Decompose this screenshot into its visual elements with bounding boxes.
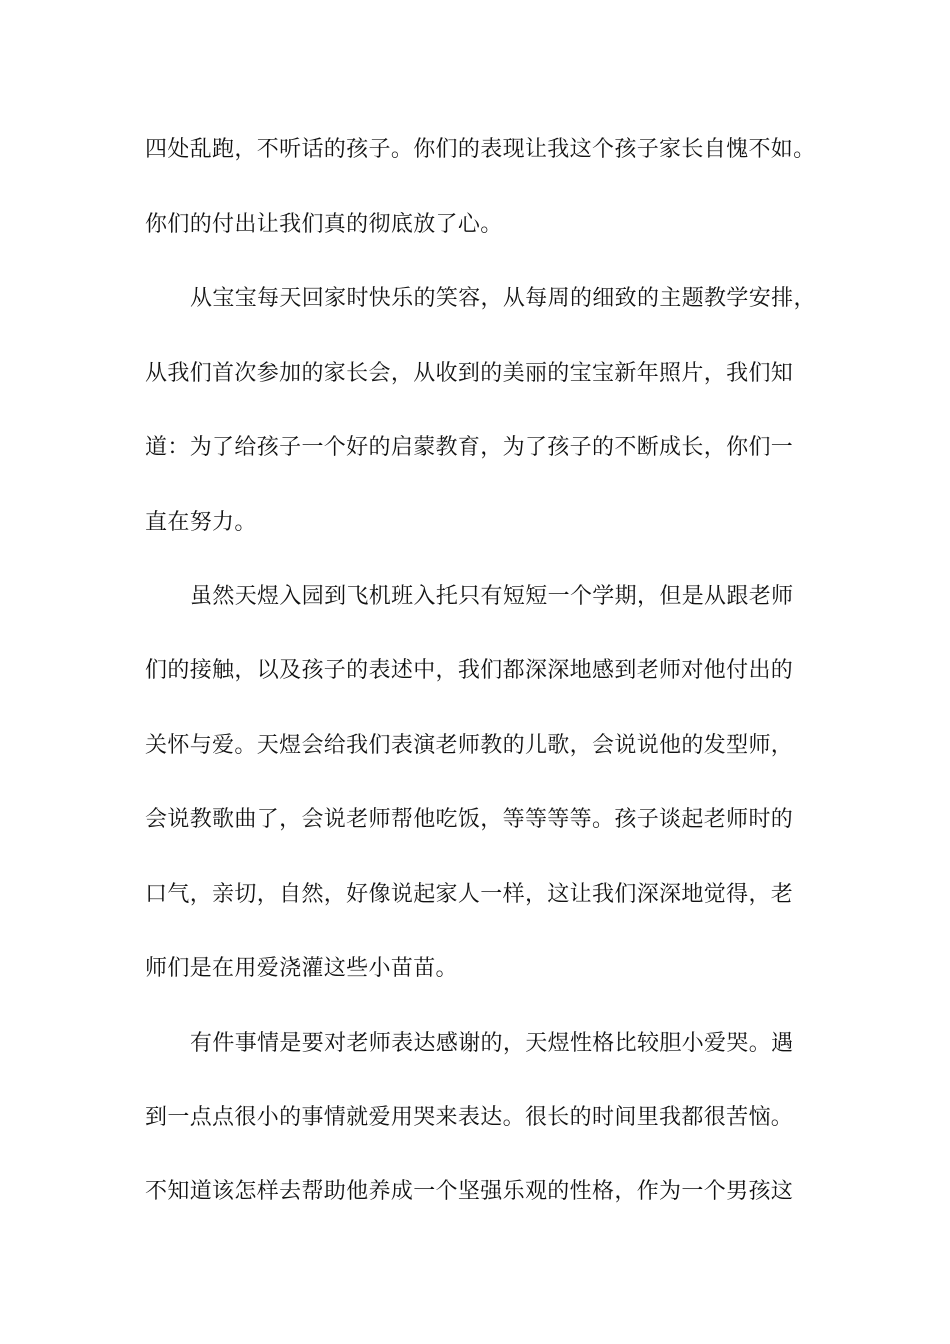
text-line: 们的接触，以及孩子的表述中，我们都深深地感到老师对他付出的 [145, 658, 794, 683]
text-line: 四处乱跑，不听话的孩子。你们的表现让我这个孩子家长自愧不如。 [145, 137, 816, 162]
text-line: 口气，亲切，自然，好像说起家人一样，这让我们深深地觉得，老 [145, 882, 794, 907]
text-line: 会说教歌曲了，会说老师帮他吃饭，等等等等。孩子谈起老师时的 [145, 807, 794, 832]
text-line: 道：为了给孩子一个好的启蒙教育，为了孩子的不断成长，你们一 [145, 435, 794, 460]
paragraph-start-line: 从宝宝每天回家时快乐的笑容，从每周的细致的主题教学安排， [190, 286, 816, 311]
paragraph-start-line: 虽然天煜入园到飞机班入托只有短短一个学期，但是从跟老师 [190, 584, 794, 609]
text-line: 直在努力。 [145, 510, 257, 535]
paragraph-start-line: 有件事情是要对老师表达感谢的，天煜性格比较胆小爱哭。遇 [190, 1031, 794, 1056]
text-line: 关怀与爱。天煜会给我们表演老师教的儿歌，会说说他的发型师， [145, 733, 794, 758]
text-line: 你们的付出让我们真的彻底放了心。 [145, 212, 503, 237]
text-line: 从我们首次参加的家长会，从收到的美丽的宝宝新年照片，我们知 [145, 361, 794, 386]
text-line: 师们是在用爱浇灌这些小苗苗。 [145, 956, 458, 981]
text-line: 不知道该怎样去帮助他养成一个坚强乐观的性格，作为一个男孩这 [145, 1179, 794, 1204]
text-line: 到一点点很小的事情就爱用哭来表达。很长的时间里我都很苦恼。 [145, 1105, 794, 1130]
